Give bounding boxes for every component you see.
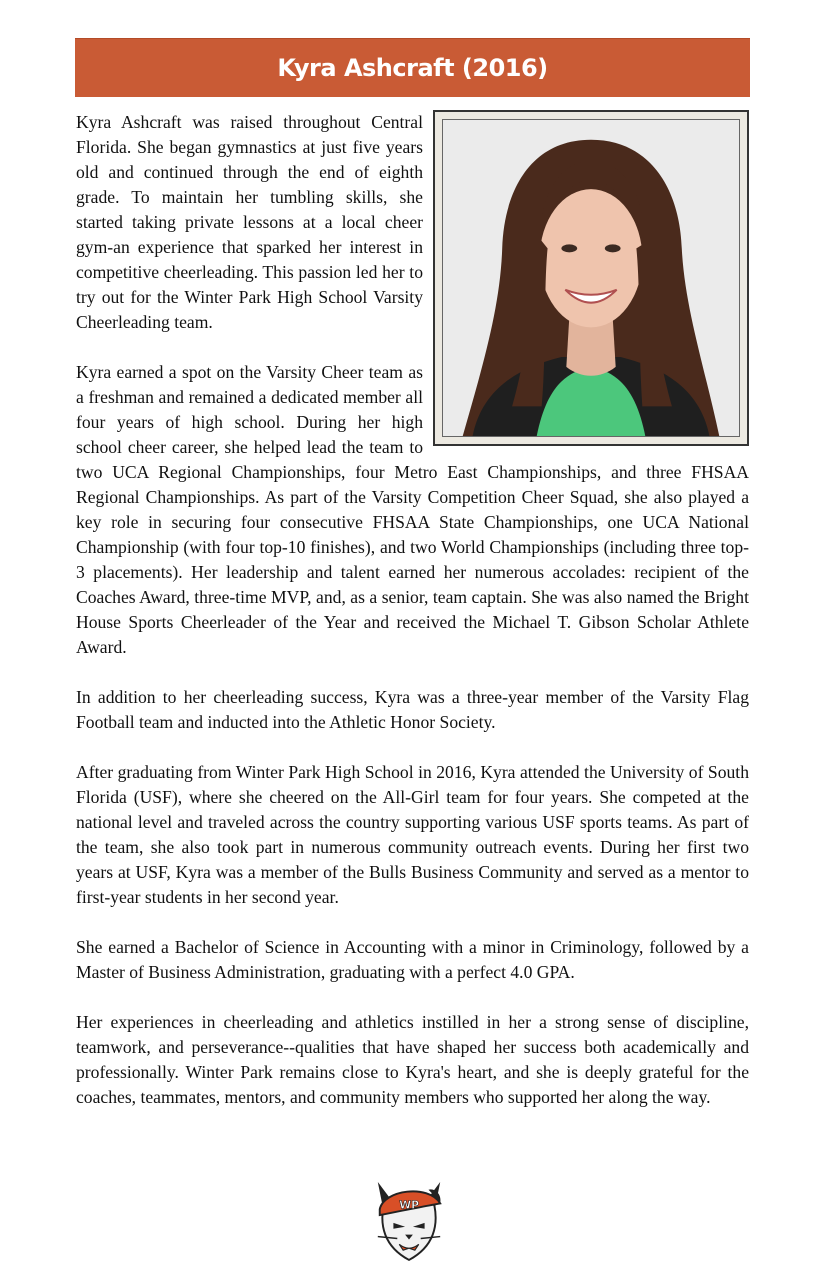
svg-text:WP: WP [399, 1198, 419, 1212]
wildcat-logo-icon [370, 1176, 448, 1262]
bio-paragraph-1: Kyra Ashcraft was raised throughout Central Florida. She began gymnastics at just five years old and continued through the end of eighth grade. To maintain her tumbling skills, she started taking private lessons at a local cheer gym-an experience that sparked her interest in competitive cheerleading. This passion led her to try out for the Winter Park High School Varsity Cheerleading team. [76, 112, 423, 332]
bio-paragraph-4: After graduating from Winter Park High School in 2016, Kyra attended the University of South Florida (USF), where she cheered on the All-Girl team for four years. She competed at the national level and traveled across the country supporting various USF sports teams. As part of the team, she also took part in numerous community outreach events. During her first two years at USF, Kyra was a member of the Bulls Business Community and served as a mentor to first-year students in her second year. [76, 762, 749, 907]
bio-paragraph-5: She earned a Bachelor of Science in Accounting with a minor in Criminology, followed by a Master of Business Administration, graduating with a perfect 4.0 GPA. [76, 937, 749, 982]
biography [76, 110, 749, 1135]
portrait-photo [442, 119, 740, 437]
portrait-photo-frame [433, 110, 749, 446]
page-title: Kyra Ashcraft (2016) [277, 54, 548, 82]
portrait-image [443, 120, 739, 436]
bio-paragraph-6: Her experiences in cheerleading and athletics instilled in her a strong sense of discipline, teamwork, and perseverance--qualities that have shaped her success both academically and professionally. Winter Park remains close to Kyra's heart, and she is deeply grateful for the coaches, teammates, mentors, and community members who supported her along the way. [76, 1012, 749, 1107]
bio-paragraph-2: Kyra earned a spot on the Varsity Cheer team as a freshman and remained a dedicated member all four years of high school. During her high school cheer career, she helped lead the team to two UCA Regional Championships, four Metro East Championships, and three FHSAA Regional Championships. As part of the Varsity Competition Cheer Squad, she also played a key role in securing four consecutive FHSAA State Championships, one UCA National Championship (with four top-10 finishes), and two World Championships (including three top-3 placements). Her leadership and talent earned her numerous accolades: recipient of the Coaches Award, three-time MVP, and, as a senior, team captain. She was also named the Bright House Sports Cheerleader of the Year and received the Michael T. Gibson Scholar Athlete Award. [76, 362, 749, 657]
title-banner [75, 38, 750, 97]
bio-paragraph-3: In addition to her cheerleading success, Kyra was a three-year member of the Varsity Flag Football team and inducted into the Athletic Honor Society. [76, 687, 749, 732]
